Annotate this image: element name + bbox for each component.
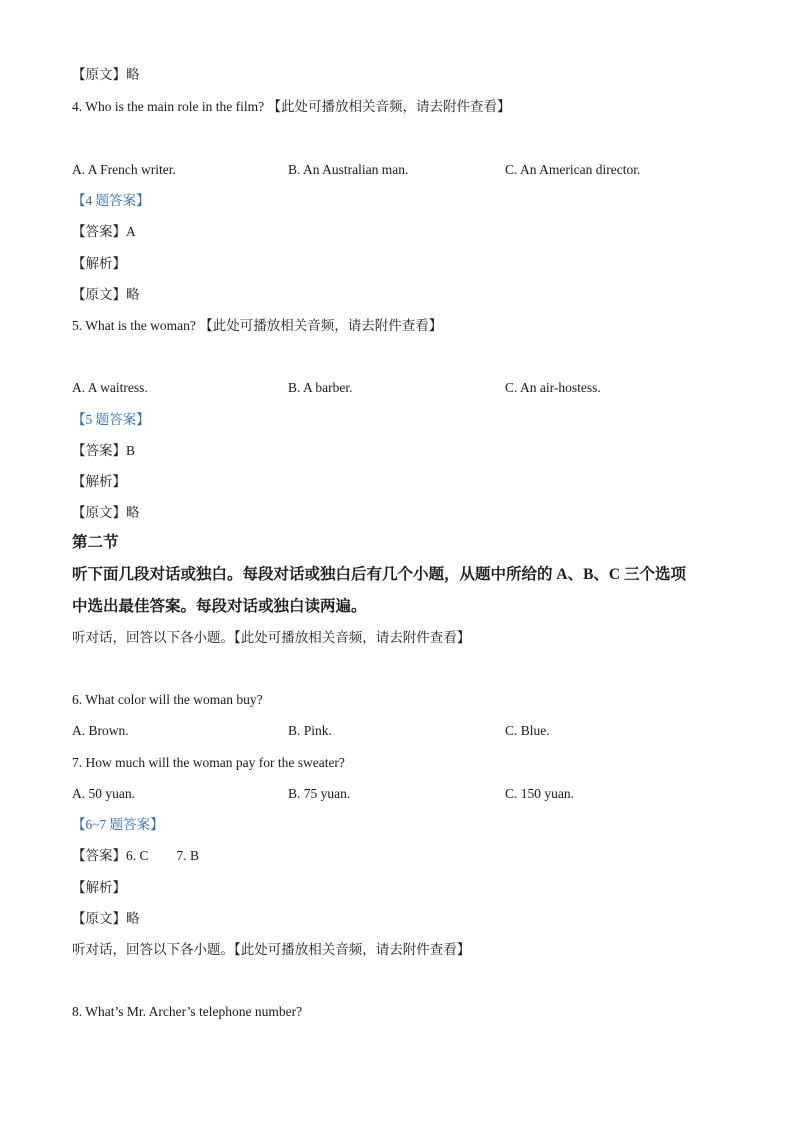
q6-option-a: A. Brown. bbox=[72, 723, 129, 738]
dialogue-1-prompt: 听对话，回答以下各小题。【此处可播放相关音频，请去附件查看】 bbox=[72, 630, 471, 645]
dialogue-2-prompt: 听对话，回答以下各小题。【此处可播放相关音频，请去附件查看】 bbox=[72, 942, 471, 957]
q4-answer: 【答案】A bbox=[72, 224, 136, 239]
q6-option-c: C. Blue. bbox=[505, 723, 550, 738]
section-title: 第二节 bbox=[72, 534, 119, 551]
q6-7-answer-header: 【6~7 题答案】 bbox=[72, 817, 164, 832]
section-instruction-2: 中选出最佳答案。每段对话或独白读两遍。 bbox=[72, 598, 367, 615]
question-6: 6. What color will the woman buy? bbox=[72, 692, 263, 707]
q5-option-b: B. A barber. bbox=[288, 380, 353, 395]
question-5: 5. What is the woman? 【此处可播放相关音频，请去附件查看】 bbox=[72, 318, 443, 333]
q5-original-text: 【原文】略 bbox=[72, 505, 140, 520]
q5-answer: 【答案】B bbox=[72, 443, 136, 458]
q6-7-analysis: 【解析】 bbox=[72, 880, 126, 895]
q5-answer-header: 【5 题答案】 bbox=[72, 412, 150, 427]
q7-answer: 7. B bbox=[176, 848, 200, 863]
q5-option-c: C. An air-hostess. bbox=[505, 380, 601, 395]
q4-option-a: A. A French writer. bbox=[72, 162, 176, 177]
q4-analysis: 【解析】 bbox=[72, 256, 126, 271]
q7-option-c: C. 150 yuan. bbox=[505, 786, 574, 801]
section-instruction-1: 听下面几段对话或独白。每段对话或独白后有几个小题，从题中所给的 A、B、C 三个选项 bbox=[72, 566, 686, 583]
q6-answer: 【答案】6. C bbox=[72, 848, 149, 863]
q4-original-text: 【原文】略 bbox=[72, 287, 140, 302]
q6-7-original-text: 【原文】略 bbox=[72, 911, 140, 926]
q5-analysis: 【解析】 bbox=[72, 474, 126, 489]
q7-option-a: A. 50 yuan. bbox=[72, 786, 135, 801]
q4-option-c: C. An American director. bbox=[505, 162, 641, 177]
q6-option-b: B. Pink. bbox=[288, 723, 332, 738]
q4-answer-header: 【4 题答案】 bbox=[72, 193, 150, 208]
question-8: 8. What’s Mr. Archer’s telephone number? bbox=[72, 1004, 303, 1019]
question-4: 4. Who is the main role in the film? 【此处可播放相关音频，请去附件查看】 bbox=[72, 99, 511, 114]
q5-option-a: A. A waitress. bbox=[72, 380, 148, 395]
question-7: 7. How much will the woman pay for the sweater? bbox=[72, 755, 345, 770]
q4-option-b: B. An Australian man. bbox=[288, 162, 409, 177]
text-original-omitted: 【原文】略 bbox=[72, 67, 140, 82]
q7-option-b: B. 75 yuan. bbox=[288, 786, 351, 801]
q6-7-answer bbox=[72, 846, 199, 866]
